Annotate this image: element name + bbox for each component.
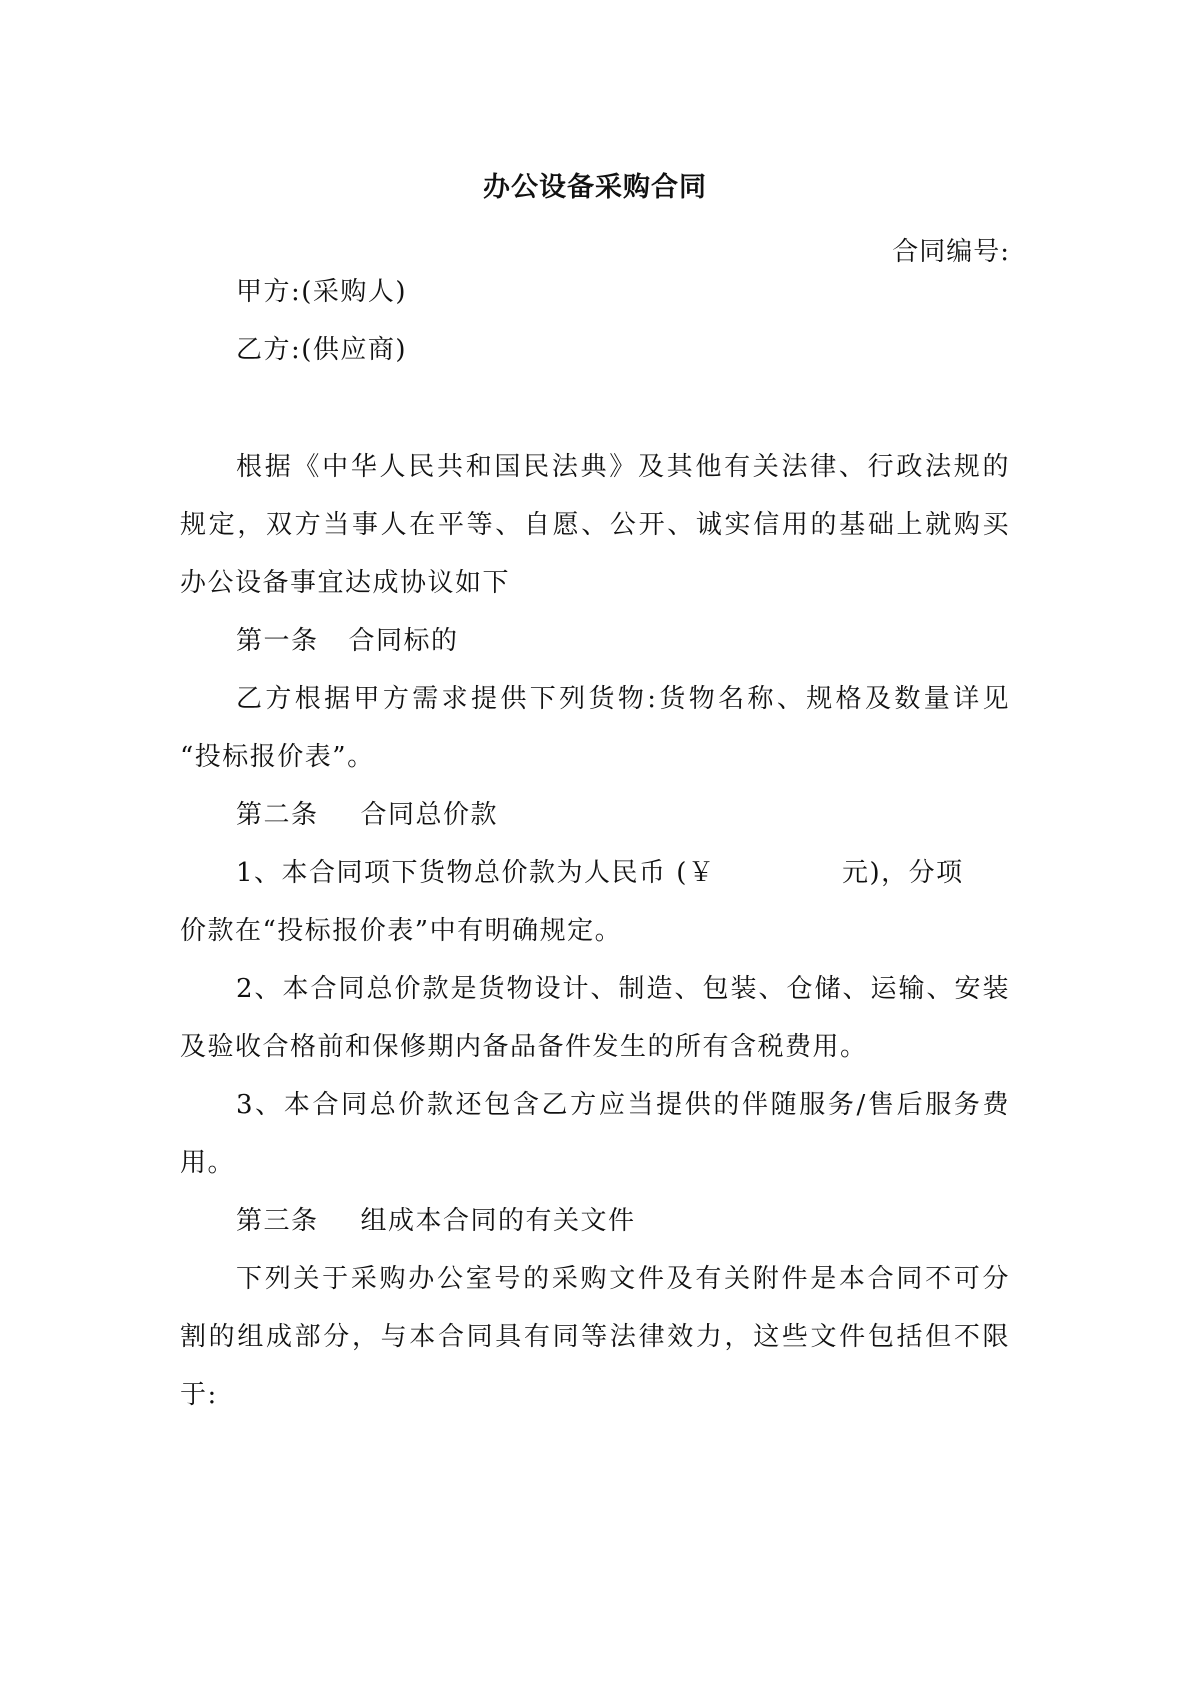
article-1-body-line-1: 乙方根据甲方需求提供下列货物:货物名称、规格及数量详见 xyxy=(236,684,1010,714)
article-2-item-3-line-1: 3、本合同总价款还包含乙方应当提供的伴随服务/售后服务费 xyxy=(236,1090,1010,1120)
preamble-line-1: 根据《中华人民共和国民法典》及其他有关法律、行政法规的 xyxy=(236,452,1010,482)
article-3-number: 第三条 xyxy=(236,1206,319,1236)
article-2-item-2-line-2: 及验收合格前和保修期内备品备件发生的所有含税费用。 xyxy=(180,1032,868,1062)
article-3-title: 组成本合同的有关文件 xyxy=(360,1206,636,1236)
contract-number-label: 合同编号: xyxy=(892,237,1010,267)
article-2-item-1-end: 元)，分项 xyxy=(842,858,964,888)
article-1-heading xyxy=(236,621,459,661)
article-2-item-2-line-1: 2、本合同总价款是货物设计、制造、包装、仓储、运输、安装 xyxy=(236,974,1010,1004)
party-a-line: 甲方:(采购人) xyxy=(236,277,408,307)
article-2-number: 第二条 xyxy=(236,800,319,830)
party-b-line: 乙方:(供应商) xyxy=(236,335,408,365)
document-page xyxy=(180,0,1010,1683)
article-2-item-1-line-2: 价款在“投标报价表”中有明确规定。 xyxy=(180,916,623,946)
document-title: 办公设备采购合同 xyxy=(483,172,707,203)
article-3-body-line-1: 下列关于采购办公室号的采购文件及有关附件是本合同不可分 xyxy=(236,1264,1010,1294)
article-2-item-1-start: 1、本合同项下货物总价款为人民币 (￥ xyxy=(236,858,716,888)
article-3-heading xyxy=(236,1201,636,1241)
article-3-body-line-3: 于: xyxy=(180,1380,218,1410)
article-1-title: 合同标的 xyxy=(348,626,459,656)
article-3-body-line-2: 割的组成部分，与本合同具有同等法律效力，这些文件包括但不限 xyxy=(180,1322,1010,1352)
preamble-line-3: 办公设备事宜达成协议如下 xyxy=(180,568,511,598)
article-2-item-3-line-2: 用。 xyxy=(180,1148,236,1178)
preamble-line-2: 规定，双方当事人在平等、自愿、公开、诚实信用的基础上就购买 xyxy=(180,510,1010,540)
article-1-number: 第一条 xyxy=(236,626,319,656)
article-2-heading xyxy=(236,795,498,835)
article-1-body-line-2: “投标报价表”。 xyxy=(180,742,375,772)
article-2-title: 合同总价款 xyxy=(360,800,499,830)
